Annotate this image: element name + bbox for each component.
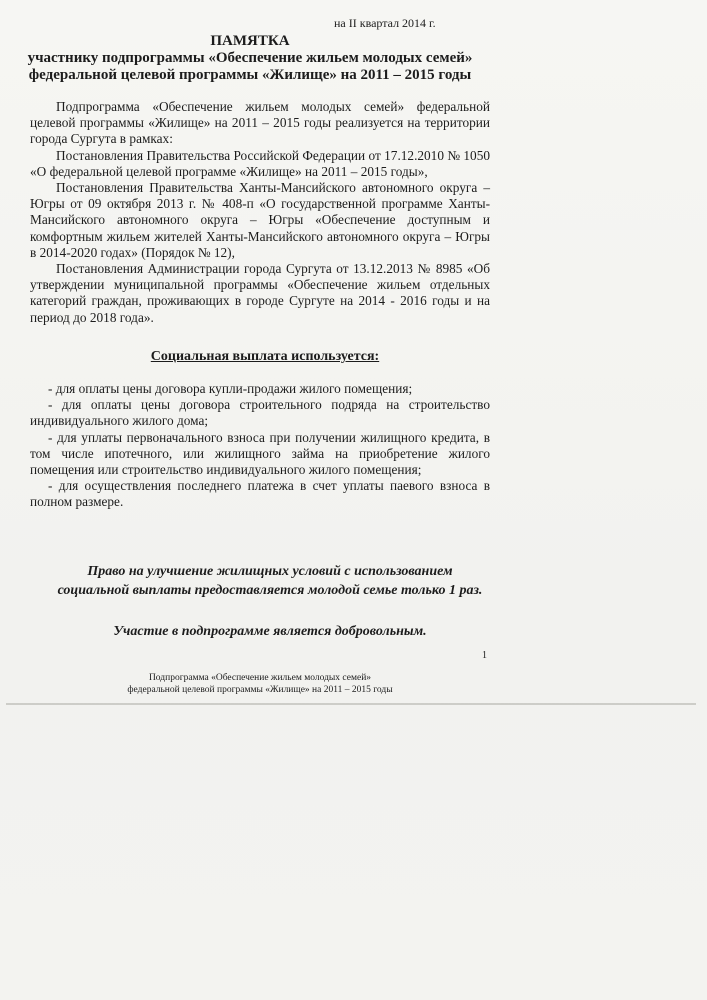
- document-title: [0, 33, 500, 84]
- quarter-label: на II квартал 2014 г.: [334, 16, 436, 30]
- intro-paragraph: Постановления Правительства Ханты-Мансийского автономного округа – Югры от 09 октября 2013 г. № 408-п «О государственной программе Ханты-Мансийского автономного округа – Югры «Обеспечение доступным и комфортным жильем жителей Ханты-Мансийского автономного округа – Югры в 2014-2020 годах» (Порядок № 12),: [30, 180, 490, 260]
- page-footer: [100, 672, 420, 696]
- title-line-3: федеральной целевой программы «Жилище» на 2011 – 2015 годы: [28, 67, 472, 83]
- footer-line-2: федеральной целевой программы «Жилище» на 2011 – 2015 годы: [127, 685, 393, 695]
- intro-paragraph: Постановления Администрации города Сургута от 13.12.2013 № 8985 «Об утверждении муниципальной программы «Обеспечение жильем отдельных категорий граждан, проживающих в городе Сургуте на 2014 - 2016 годы и на период до 2018 года».: [30, 261, 490, 325]
- list-item: - для уплаты первоначального взноса при получении жилищного кредита, в том числе ипотечного, или жилищного займа на приобретение жилого помещения или строительство индивидуального жилого помещения;: [30, 429, 490, 478]
- title-line-2: участнику подпрограммы «Обеспечение жильем молодых семей»: [27, 50, 473, 66]
- page-number: 1: [482, 650, 487, 661]
- once-notice: [20, 562, 520, 600]
- notice-line-2: социальной выплаты предоставляется молодой семье только 1 раз.: [57, 583, 483, 598]
- title-line-1: ПАМЯТКА: [210, 33, 290, 49]
- uses-list: [30, 381, 490, 511]
- list-item: - для осуществления последнего платежа в счет уплаты паевого взноса в полном размере.: [30, 478, 490, 510]
- footer-line-1: Подпрограмма «Обеспечение жильем молодых семей»: [148, 673, 372, 683]
- intro-section: [30, 99, 490, 326]
- scan-edge-line: [6, 703, 696, 705]
- intro-paragraph: Постановления Правительства Российской Федерации от 17.12.2010 № 1050 «О федеральной целевой программе «Жилище» на 2011 – 2015 годы»,: [30, 147, 490, 179]
- list-item: - для оплаты цены договора купли-продажи жилого помещения;: [48, 381, 413, 396]
- uses-heading: Социальная выплата используется:: [150, 349, 380, 364]
- notice-line-1: Право на улучшение жилищных условий с использованием: [87, 564, 453, 579]
- intro-paragraph: Подпрограмма «Обеспечение жильем молодых семей» федеральной целевой программы «Жилище» на 2011 – 2015 годы реализуется на территории города Сургута в рамках:: [30, 99, 490, 147]
- voluntary-notice: Участие в подпрограмме является добровольным.: [113, 624, 427, 639]
- list-item: - для оплаты цены договора строительного подряда на строительство индивидуального жилого дома;: [30, 397, 490, 429]
